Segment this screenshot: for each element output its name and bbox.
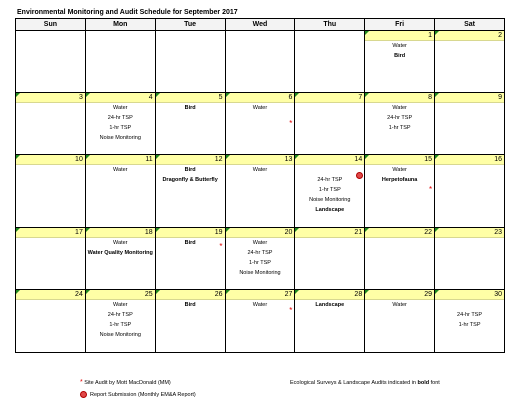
week-row — [16, 155, 505, 228]
corner-marker-icon — [435, 31, 439, 35]
corner-marker-icon — [16, 155, 20, 159]
day-number: 7 — [295, 93, 364, 103]
event-1hr-tsp: 1-hr TSP — [458, 322, 481, 328]
day-number: 17 — [16, 228, 85, 238]
legend-report-text: Report Submission (Monthly EM&A Report) — [90, 391, 196, 398]
event-bird: Bird — [184, 105, 196, 111]
day-number: 12 — [156, 155, 225, 165]
corner-marker-icon — [226, 290, 230, 294]
day-cell-15[interactable] — [365, 155, 435, 228]
legend-report — [80, 391, 196, 398]
event-water: Water — [252, 302, 268, 308]
corner-marker-icon — [435, 290, 439, 294]
event-noise: Noise Monitoring — [99, 135, 141, 141]
week-row — [16, 290, 505, 353]
day-cell-28[interactable] — [295, 290, 365, 353]
corner-marker-icon — [16, 93, 20, 97]
event-water: Water — [392, 43, 407, 49]
event-water: Water — [252, 167, 268, 173]
day-number: 26 — [156, 290, 225, 300]
corner-marker-icon — [365, 228, 369, 232]
day-number: 5 — [156, 93, 225, 103]
report-submission-icon — [80, 391, 87, 398]
event-water: Water — [392, 105, 407, 111]
day-cell-22[interactable] — [365, 228, 435, 290]
corner-marker-icon — [16, 228, 20, 232]
day-number: 19 — [156, 228, 225, 238]
empty-day-cell — [155, 31, 225, 93]
corner-marker-icon — [365, 290, 369, 294]
event-noise: Noise Monitoring — [239, 270, 281, 276]
weekday-sat: Sat — [435, 19, 505, 31]
day-cell-19[interactable] — [155, 228, 225, 290]
weekday-thu: Thu — [295, 19, 365, 31]
event-water: Water — [113, 167, 128, 173]
event-noise: Noise Monitoring — [99, 332, 141, 338]
event-1hr-tsp: 1-hr TSP — [249, 260, 271, 266]
event-bird: Bird — [394, 53, 406, 59]
day-number: 9 — [435, 93, 504, 103]
event-1hr-tsp: 1-hr TSP — [388, 125, 411, 131]
day-cell-5[interactable] — [155, 93, 225, 155]
day-cell-27[interactable] — [225, 290, 295, 353]
day-cell-1[interactable] — [365, 31, 435, 93]
site-audit-marker-icon: * — [80, 379, 83, 386]
day-number: 6 — [226, 93, 295, 103]
corner-marker-icon — [226, 228, 230, 232]
week-row — [16, 228, 505, 290]
day-number: 1 — [365, 31, 434, 41]
corner-marker-icon — [16, 290, 20, 294]
day-number: 3 — [16, 93, 85, 103]
event-landscape: Landscape — [315, 207, 345, 213]
event-24hr-tsp: 24-hr TSP — [107, 115, 133, 121]
event-water: Water — [392, 167, 407, 173]
corner-marker-icon — [365, 93, 369, 97]
corner-marker-icon — [365, 31, 369, 35]
event-dragonfly: Dragonfly & Butterfly — [162, 177, 218, 183]
corner-marker-icon — [295, 93, 299, 97]
weekday-mon: Mon — [85, 19, 155, 31]
day-number: 8 — [365, 93, 434, 103]
day-cell-9[interactable] — [435, 93, 505, 155]
day-number: 23 — [435, 228, 504, 238]
day-cell-2[interactable] — [435, 31, 505, 93]
week-row — [16, 93, 505, 155]
day-cell-30[interactable] — [435, 290, 505, 353]
corner-marker-icon — [156, 290, 160, 294]
corner-marker-icon — [86, 228, 90, 232]
corner-marker-icon — [365, 155, 369, 159]
day-number: 10 — [16, 155, 85, 165]
event-water: Water — [252, 240, 268, 246]
day-cell-20[interactable] — [225, 228, 295, 290]
event-water: Water — [113, 240, 128, 246]
event-water: Water — [113, 105, 128, 111]
event-landscape: Landscape — [315, 302, 345, 308]
empty-day-cell — [16, 31, 86, 93]
day-number: 25 — [86, 290, 155, 300]
legend-site-audit — [80, 379, 171, 386]
day-number: 16 — [435, 155, 504, 165]
day-cell-4[interactable] — [85, 93, 155, 155]
day-number: 27 — [226, 290, 295, 300]
corner-marker-icon — [86, 290, 90, 294]
day-cell-26[interactable] — [155, 290, 225, 353]
day-cell-10[interactable] — [16, 155, 86, 228]
corner-marker-icon — [226, 93, 230, 97]
site-audit-marker-icon: * — [289, 306, 293, 315]
day-number: 22 — [365, 228, 434, 238]
corner-marker-icon — [295, 228, 299, 232]
corner-marker-icon — [295, 155, 299, 159]
weekday-header-row — [16, 19, 505, 31]
event-bird: Bird — [184, 240, 196, 246]
weekday-fri: Fri — [365, 19, 435, 31]
day-number: 21 — [295, 228, 364, 238]
corner-marker-icon — [86, 93, 90, 97]
day-cell-23[interactable] — [435, 228, 505, 290]
day-cell-16[interactable] — [435, 155, 505, 228]
day-number: 20 — [226, 228, 295, 238]
calendar-grid — [15, 18, 505, 353]
event-1hr-tsp: 1-hr TSP — [109, 125, 132, 131]
event-24hr-tsp: 24-hr TSP — [317, 177, 343, 183]
day-cell-7[interactable] — [295, 93, 365, 155]
day-cell-11[interactable] — [85, 155, 155, 228]
corner-marker-icon — [156, 228, 160, 232]
corner-marker-icon — [435, 155, 439, 159]
site-audit-marker-icon: * — [289, 119, 293, 128]
event-water: Water — [113, 302, 128, 308]
event-water: Water — [252, 105, 268, 111]
weekday-tue: Tue — [155, 19, 225, 31]
day-number: 4 — [86, 93, 155, 103]
event-1hr-tsp: 1-hr TSP — [109, 322, 132, 328]
event-24hr-tsp: 24-hr TSP — [457, 312, 483, 318]
day-cell-6[interactable] — [225, 93, 295, 155]
weekday-wed: Wed — [225, 19, 295, 31]
event-24hr-tsp: 24-hr TSP — [107, 312, 133, 318]
corner-marker-icon — [86, 155, 90, 159]
event-noise: Noise Monitoring — [309, 197, 351, 203]
day-number: 28 — [295, 290, 364, 300]
event-1hr-tsp: 1-hr TSP — [318, 187, 341, 193]
empty-day-cell — [295, 31, 365, 93]
event-herpetofauna: Herpetofauna — [381, 177, 418, 183]
day-cell-8[interactable] — [365, 93, 435, 155]
legend-site-audit-text: Site Audit by Mott MacDonald (MM) — [84, 380, 171, 386]
day-number: 29 — [365, 290, 434, 300]
event-bird: Bird — [184, 302, 196, 308]
day-cell-18[interactable] — [85, 228, 155, 290]
day-cell-29[interactable] — [365, 290, 435, 353]
corner-marker-icon — [295, 290, 299, 294]
event-24hr-tsp: 24-hr TSP — [387, 115, 413, 121]
day-number: 24 — [16, 290, 85, 300]
day-number: 11 — [86, 155, 155, 165]
day-cell-12[interactable] — [155, 155, 225, 228]
event-water: Water — [392, 302, 407, 308]
corner-marker-icon — [156, 155, 160, 159]
site-audit-marker-icon: * — [428, 185, 433, 194]
day-number: 30 — [435, 290, 504, 300]
day-number: 15 — [365, 155, 434, 165]
page-title: Environmental Monitoring and Audit Schedule for September 2017 — [17, 9, 238, 16]
corner-marker-icon — [156, 93, 160, 97]
corner-marker-icon — [226, 155, 230, 159]
day-cell-21[interactable] — [295, 228, 365, 290]
day-cell-17[interactable] — [16, 228, 86, 290]
day-cell-14[interactable] — [295, 155, 365, 228]
day-cell-24[interactable] — [16, 290, 86, 353]
day-number: 14 — [295, 155, 364, 165]
day-number: 18 — [86, 228, 155, 238]
day-number: 2 — [435, 31, 504, 41]
day-number: 13 — [226, 155, 295, 165]
weekday-sun: Sun — [16, 19, 86, 31]
day-cell-25[interactable] — [85, 290, 155, 353]
event-24hr-tsp: 24-hr TSP — [247, 250, 273, 256]
day-cell-13[interactable] — [225, 155, 295, 228]
legend-bold-note: Ecological Surveys & Landscape Audits indicated in bold font — [290, 380, 440, 386]
corner-marker-icon — [435, 228, 439, 232]
site-audit-marker-icon: * — [219, 242, 223, 251]
event-water-quality: Water Quality Monitoring — [87, 250, 153, 256]
week-row — [16, 31, 505, 93]
empty-day-cell — [225, 31, 295, 93]
day-cell-3[interactable] — [16, 93, 86, 155]
empty-day-cell — [85, 31, 155, 93]
corner-marker-icon — [435, 93, 439, 97]
event-bird: Bird — [184, 167, 196, 173]
